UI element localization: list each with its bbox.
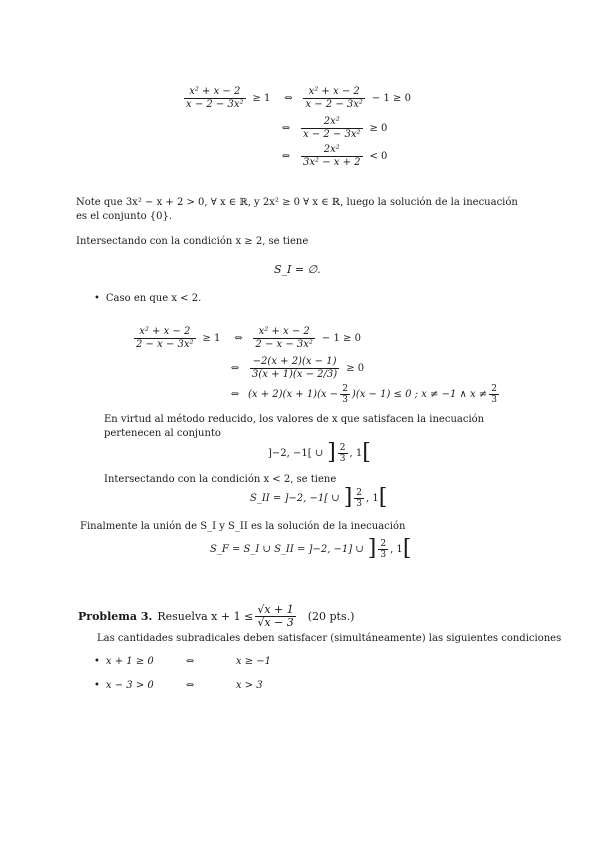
fraction: $\frac{\text{x² + x − 2}}{\text{2 − x − 3x²}}$ <box>255 326 313 350</box>
case2-line-2: ⇔ $\frac{-2(x + 2)(x - 1)}{3(x + 1)(x - 2/3)}$ ≥ 0 <box>230 356 365 380</box>
fraction: $\frac{\text{x² + x − 2}}{\text{x − 2 − 3x²}}$ <box>305 86 363 110</box>
case2-line-1: $\frac{\text{x² + x − 2}}{\text{2 − x − 3x²}}$ ≥ 1 ⇔ $\frac{\text{x² + x − 2}}{\text{2 − x − 3x²}}$ − 1 ≥ 0 <box>136 326 361 350</box>
top-line-2: ⇔ $\frac{\text{2x²}}{\text{x − 2 − 3x²}}$ ≥ 0 <box>281 116 388 140</box>
fraction: $\frac{2}{3}$ <box>356 487 363 509</box>
fraction: $\frac{√x + 1}{√x - 3}$ <box>257 603 294 629</box>
fraction: $\frac{2}{3}$ <box>342 384 348 405</box>
fraction: $\frac{\text{x² + x − 2}}{\text{2 − x − 3x²}}$ <box>136 326 194 350</box>
intersect-2-text: Intersectando con la condición x < 2, se tiene <box>104 474 337 485</box>
final-text: Finalmente la unión de S_I y S_II es la solución de la inecuación <box>80 521 406 532</box>
s1-result: S_I = ∅. <box>274 263 321 276</box>
problem-3-title: Problema 3. <box>78 610 153 623</box>
conditions-intro: Las cantidades subradicales deben satisfacer (simultáneamente) las siguientes condiciones <box>97 633 562 644</box>
case2-line-3: ⇔ (x + 2)(x + 1)(x − $\frac{2}{3}$ )(x − 1) ≤ 0 ; x ≠ −1 ∧ x ≠ $\frac{2}{3}$ <box>230 384 497 405</box>
fraction: $\frac{2}{3}$ <box>491 384 497 405</box>
intersect-1-text: Intersectando con la condición x ≥ 2, se tiene <box>76 236 309 247</box>
case2-label: • Caso en que x < 2. <box>94 293 201 304</box>
fraction: $\frac{\text{2x²}}{\text{x − 2 − 3x²}}$ <box>303 116 361 140</box>
top-line-3: ⇔ $\frac{\text{2x²}}{\text{3x² − x + 2}}$ < 0 <box>281 144 388 168</box>
fraction: $\frac{2}{3}$ <box>339 442 346 464</box>
fraction: $\frac{-2(x + 2)(x - 1)}{3(x + 1)(x - 2/3)}$ <box>252 356 338 380</box>
fraction: $\frac{\text{2x²}}{\text{3x² − x + 2}}$ <box>303 144 361 168</box>
problem-3-heading: Problema 3. Resuelva x + 1 ≤ $\frac{√x + 1}{√x - 3}$ (20 pts.) <box>78 603 355 629</box>
note-paragraph: Note que 3x² − x + 2 > 0, ∀ x ∈ ℝ, y 2x² ≥ 0 ∀ x ∈ ℝ, luego la solución de la inecuación es el conjunto {0}. <box>76 197 518 222</box>
top-line-1: $\frac{\text{x² + x − 2}}{\text{x − 2 − 3x²}}$ ≥ 1 ⇔ $\frac{\text{x² + x − 2}}{\text{x − 2 − 3x²}}$ − 1 ≥ 0 <box>186 86 411 110</box>
reduced-method-text: En virtud al método reducido, los valores de x que satisfacen la inecuación pertenecen al conjunto <box>104 414 485 439</box>
set-1: ]−2, −1[ ∪ ] $\frac{2}{3}$ , 1 [ <box>268 440 371 465</box>
s2-result: S_II = ]−2, −1[ ∪ ] $\frac{2}{3}$ , 1 [ <box>250 485 388 510</box>
sf-result: S_F = S_I ∪ S_II = ]−2, −1] ∪ ] $\frac{2}{3}$ , 1 [ <box>210 536 412 561</box>
fraction: $\frac{2}{3}$ <box>380 538 387 560</box>
condition-1: • x + 1 ≥ 0 ⇔ x ≥ −1 <box>94 656 271 667</box>
fraction: $\frac{\text{x² + x − 2}}{\text{x − 2 − 3x²}}$ <box>186 86 244 110</box>
condition-2: • x − 3 > 0 ⇔ x > 3 <box>94 680 263 691</box>
